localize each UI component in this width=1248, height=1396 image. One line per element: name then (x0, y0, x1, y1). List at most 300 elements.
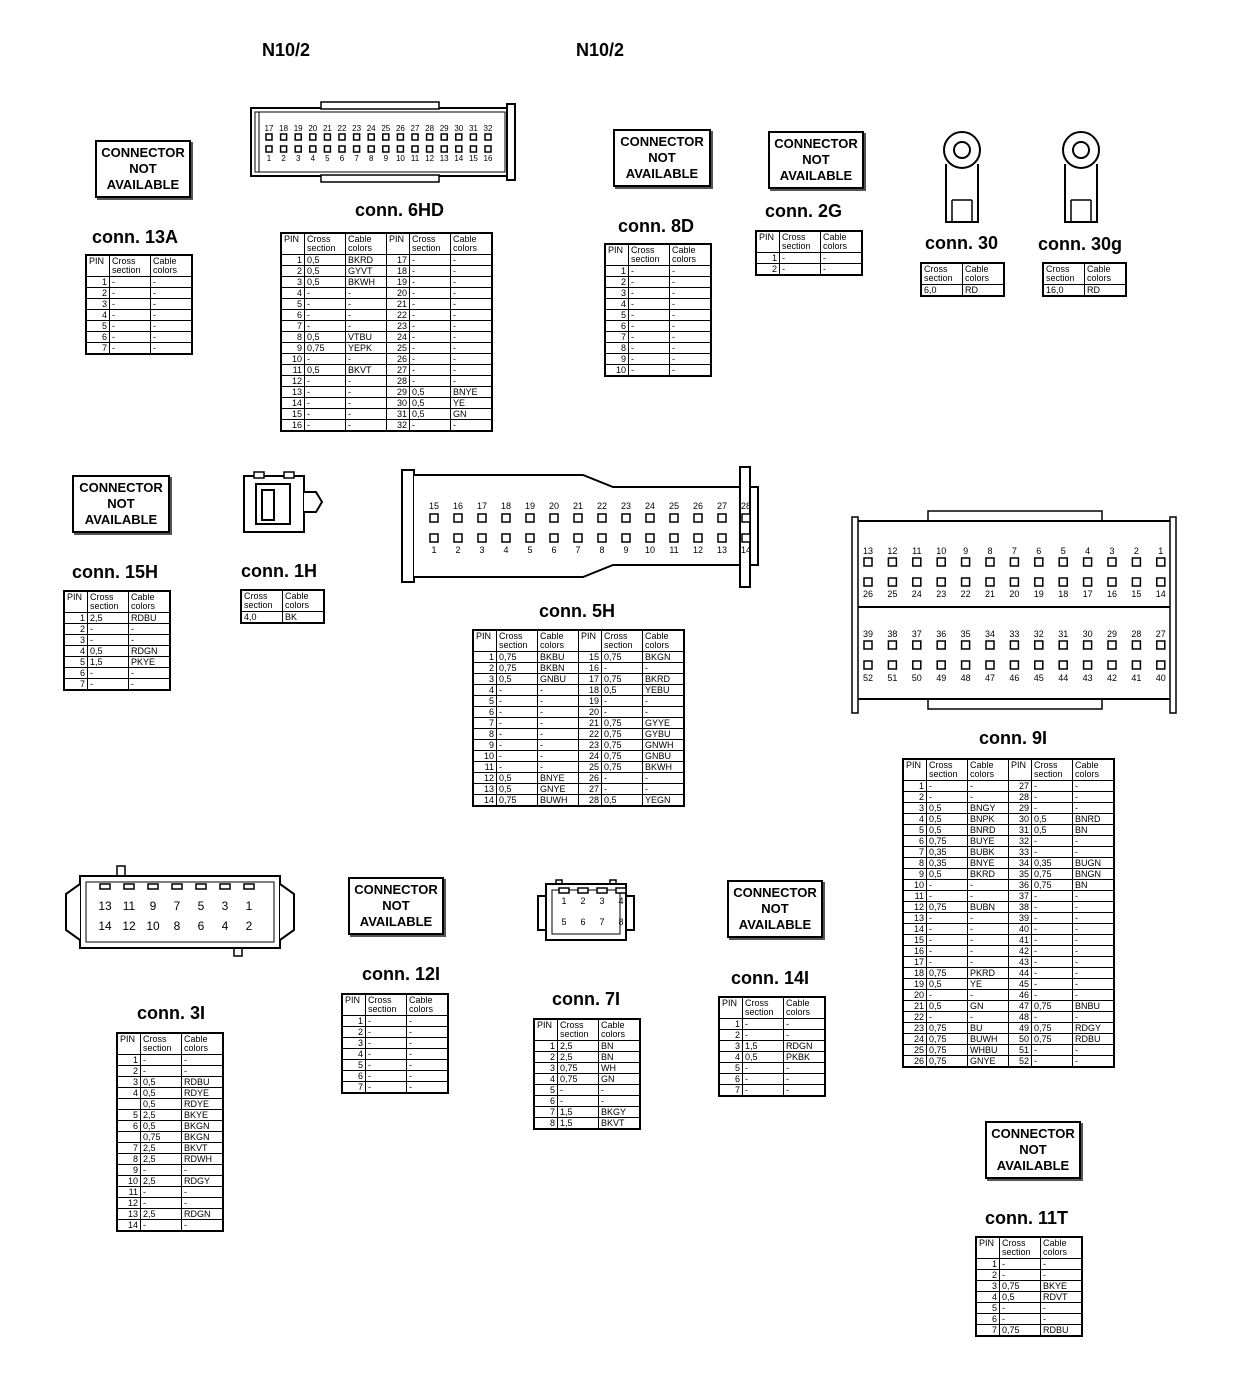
table-row (86, 321, 192, 332)
table-cell: - (407, 1082, 449, 1094)
pin-number-label: 19 (1033, 589, 1044, 599)
pin-cavity (1059, 558, 1067, 566)
table-row (534, 1085, 640, 1096)
pin-cavity (454, 534, 462, 542)
pin-number-label: 4 (1085, 546, 1091, 556)
table-row (903, 803, 1114, 814)
table-row (903, 836, 1114, 847)
table-row (903, 891, 1114, 902)
table-header-cell: Cross section (141, 1033, 182, 1055)
table-header-cell: Cable colors (151, 255, 193, 277)
table-cell: - (927, 880, 968, 891)
table-header-cell: Cross section (602, 630, 643, 652)
table-cell: BNYE (538, 773, 579, 784)
pin-number-label: 50 (911, 673, 922, 683)
pin-table-conn-6hd (280, 232, 493, 432)
table-row (117, 1209, 223, 1220)
table-cell: - (1032, 935, 1073, 946)
table-cell: 13 (281, 387, 305, 398)
table-row (534, 1041, 640, 1052)
table-header-cell: PIN (281, 233, 305, 255)
table-cell: 0,5 (927, 825, 968, 836)
table-cell: 0,75 (305, 343, 346, 354)
pin-number-label: 5 (197, 899, 205, 913)
pin-cavity (1132, 558, 1140, 566)
pin-cavity (986, 558, 994, 566)
na-line: NOT (107, 496, 135, 511)
pin-number-label: 7 (354, 154, 359, 163)
table-row (903, 968, 1114, 979)
pin-number-label: 18 (1058, 589, 1069, 599)
table-cell: 13 (903, 913, 927, 924)
table-cell: 0,75 (497, 652, 538, 663)
table-cell: BK (283, 612, 325, 624)
table-cell: 0,75 (141, 1132, 182, 1143)
table-cell: 4 (86, 310, 110, 321)
pin-cavity (485, 134, 491, 140)
table-cell: BNRD (1073, 814, 1115, 825)
pin-number-label: 1 (266, 154, 272, 163)
table-cell: 1 (756, 253, 780, 264)
pin-number-label: 9 (149, 899, 157, 913)
table-cell: - (558, 1085, 599, 1096)
pin-cavity (324, 146, 330, 152)
pin-number-label: 14 (1155, 589, 1166, 599)
pin-number-label: 38 (887, 629, 898, 639)
table-cell: BNYE (968, 858, 1009, 869)
table-row (281, 266, 492, 277)
table-header-cell: PIN (903, 759, 927, 781)
table-row (534, 1063, 640, 1074)
table-cell: - (927, 891, 968, 902)
table-row (117, 1198, 223, 1209)
table-cell: 30 (1009, 814, 1032, 825)
table-cell: GN (451, 409, 493, 420)
na-line: NOT (382, 898, 410, 913)
table-cell: - (182, 1187, 224, 1198)
table-header-cell: PIN (976, 1237, 1000, 1259)
table-cell: - (927, 792, 968, 803)
table-cell: - (1041, 1270, 1083, 1281)
table-cell: 2 (342, 1027, 366, 1038)
table-header-cell: Cross section (110, 255, 151, 277)
table-cell: 9 (605, 354, 629, 365)
pin-number-label: 3 (599, 896, 605, 906)
table-row (117, 1176, 223, 1187)
table-cell: 0,35 (927, 858, 968, 869)
na-line: AVAILABLE (779, 168, 853, 183)
pin-number-label: 7 (575, 545, 581, 555)
title-conn-8d: conn. 8D (618, 216, 695, 236)
pin-cavity (718, 534, 726, 542)
pin-table-conn-2g (755, 230, 863, 276)
connector-not-available-box (95, 140, 191, 198)
table-cell: - (629, 321, 670, 332)
table-cell: BUGN (1073, 858, 1115, 869)
pin-number-label: 5 (561, 917, 567, 927)
table-cell: - (497, 751, 538, 762)
table-cell: - (743, 1085, 784, 1097)
table-cell: 4 (281, 288, 305, 299)
pin-cavity (1059, 641, 1067, 649)
table-cell: - (346, 288, 387, 299)
table-cell: - (110, 299, 151, 310)
connector-not-available-box (613, 129, 711, 187)
table-cell: 25 (579, 762, 602, 773)
table-cell: - (182, 1165, 224, 1176)
pin-number-label: 5 (1060, 546, 1066, 556)
table-row (117, 1066, 223, 1077)
pin-number-label: 7 (173, 899, 181, 913)
table-cell: - (629, 354, 670, 365)
table-cell: - (305, 354, 346, 365)
table-header-cell: Cable colors (451, 233, 493, 255)
table-cell: - (151, 277, 193, 288)
table-cell: 4,0 (241, 612, 283, 624)
table-cell: 0,75 (602, 740, 643, 751)
table-cell: YEGN (643, 795, 685, 807)
table-row (86, 299, 192, 310)
table-row (605, 288, 711, 299)
pin-cavity (937, 558, 945, 566)
table-cell: - (346, 354, 387, 365)
table-cell: - (1073, 836, 1115, 847)
table-cell: - (927, 913, 968, 924)
table-cell: 0,75 (927, 1023, 968, 1034)
table-cell: 6 (342, 1071, 366, 1082)
table-header-cell: Cable colors (784, 997, 826, 1019)
table-cell: 0,5 (305, 332, 346, 343)
table-cell: - (88, 668, 129, 679)
table-cell: - (451, 321, 493, 332)
table-row (281, 398, 492, 409)
table-header-cell: Cross section (497, 630, 538, 652)
table-cell: - (1041, 1303, 1083, 1314)
pin-number-label: 10 (146, 919, 160, 933)
table-cell: - (407, 1016, 449, 1027)
table-cell: 9 (281, 343, 305, 354)
pin-cavity (1084, 641, 1092, 649)
table-cell: 0,75 (927, 836, 968, 847)
table-row (281, 365, 492, 376)
table-cell: - (151, 343, 193, 355)
pin-number-label: 4 (618, 896, 624, 906)
table-cell: 0,75 (927, 968, 968, 979)
table-cell: 1 (117, 1055, 141, 1066)
table-cell: - (643, 663, 685, 674)
pin-number-label: 22 (960, 589, 971, 599)
pin-number-label: 6 (197, 919, 205, 933)
pin-cavity (962, 641, 970, 649)
pin-cavity (864, 578, 872, 586)
table-cell: - (1073, 1045, 1115, 1056)
pin-cavity (1108, 661, 1116, 669)
table-cell: - (305, 376, 346, 387)
table-cell: 12 (281, 376, 305, 387)
pin-number-label: 20 (548, 501, 560, 511)
table-row (903, 1012, 1114, 1023)
table-cell: 0,5 (927, 814, 968, 825)
pin-number-label: 15 (468, 154, 478, 163)
table-cell: BNBU (1073, 1001, 1115, 1012)
pin-number-label: 19 (524, 501, 536, 511)
table-row (605, 365, 711, 377)
table-cell: 44 (1009, 968, 1032, 979)
table-cell: - (141, 1198, 182, 1209)
table-cell: 16,0 (1043, 285, 1085, 297)
table-cell: - (784, 1030, 826, 1041)
title-conn-3i: conn. 3I (137, 1003, 206, 1023)
connector-7i-drawing (536, 878, 636, 944)
table-cell: 20 (387, 288, 410, 299)
table-cell: 0,5 (410, 398, 451, 409)
connector-30-ring-terminal-drawing (938, 130, 986, 226)
pin-number-label: 25 (381, 124, 391, 133)
pin-number-label: 6 (1036, 546, 1042, 556)
table-cell (117, 1132, 141, 1143)
table-cell: BKYE (1041, 1281, 1083, 1292)
pin-cavity (1035, 558, 1043, 566)
pin-cavity (281, 134, 287, 140)
pin-cavity (913, 558, 921, 566)
pin-cavity (295, 134, 301, 140)
table-row (719, 1052, 825, 1063)
table-cell: 28 (387, 376, 410, 387)
pin-cavity (597, 888, 607, 893)
na-line: AVAILABLE (625, 166, 699, 181)
table-cell: 1 (86, 277, 110, 288)
table-row (86, 332, 192, 343)
pin-cavity (646, 534, 654, 542)
na-line: NOT (129, 161, 157, 176)
table-cell: - (1000, 1259, 1041, 1270)
table-cell: 33 (1009, 847, 1032, 858)
pin-number-label: 43 (1082, 673, 1093, 683)
table-cell: 24 (387, 332, 410, 343)
pin-cavity (456, 146, 462, 152)
pin-cavity (937, 661, 945, 669)
table-cell: 40 (1009, 924, 1032, 935)
table-cell: BKGN (182, 1132, 224, 1143)
table-cell: BKWH (346, 277, 387, 288)
pin-cavity (1132, 661, 1140, 669)
table-cell: - (629, 277, 670, 288)
table-row (903, 1023, 1114, 1034)
table-cell: - (305, 310, 346, 321)
table-row (1043, 285, 1126, 297)
table-row (473, 718, 684, 729)
table-cell: - (1032, 990, 1073, 1001)
table-cell: 0,5 (1000, 1292, 1041, 1303)
table-cell: 0,75 (602, 729, 643, 740)
title-conn-2g: conn. 2G (765, 201, 843, 221)
table-cell: - (643, 784, 685, 795)
pin-cavity (864, 661, 872, 669)
table-cell: - (968, 946, 1009, 957)
table-cell: - (110, 310, 151, 321)
table-cell: - (88, 624, 129, 635)
table-cell: BN (599, 1052, 641, 1063)
table-row (903, 957, 1114, 968)
table-cell: 1,5 (88, 657, 129, 668)
table-cell: - (1032, 913, 1073, 924)
table-row (64, 657, 170, 668)
table-cell: 51 (1009, 1045, 1032, 1056)
table-cell: 29 (387, 387, 410, 398)
table-row (281, 310, 492, 321)
table-cell: 10 (281, 354, 305, 365)
pin-number-label: 12 (692, 545, 704, 555)
pin-number-label: 31 (468, 124, 478, 133)
table-cell: BKRD (968, 869, 1009, 880)
table-cell: BNGN (1073, 869, 1115, 880)
pin-cavity (1010, 558, 1018, 566)
table-header-cell: Cross section (927, 759, 968, 781)
pin-cavity (694, 514, 702, 522)
pin-number-label: 2 (245, 919, 253, 933)
table-cell: 2 (117, 1066, 141, 1077)
table-cell: 47 (1009, 1001, 1032, 1012)
connector-not-available-box (348, 877, 444, 935)
pin-cavity (220, 884, 230, 889)
table-cell: - (141, 1220, 182, 1232)
table-row (473, 696, 684, 707)
table-cell: 1,5 (558, 1118, 599, 1130)
table-header-cell: Cross section (1043, 263, 1085, 285)
pin-number-label: 25 (887, 589, 898, 599)
pin-cavity (1132, 641, 1140, 649)
table-cell: 23 (903, 1023, 927, 1034)
table-cell: BNGY (968, 803, 1009, 814)
connector-5h-drawing (398, 465, 763, 590)
pin-cavity (454, 514, 462, 522)
table-cell: 8 (473, 729, 497, 740)
table-cell: GN (968, 1001, 1009, 1012)
table-cell: 0,75 (1000, 1325, 1041, 1337)
table-cell: 0,75 (1032, 1023, 1073, 1034)
table-cell: - (497, 696, 538, 707)
table-cell: 31 (387, 409, 410, 420)
table-row (903, 1045, 1114, 1056)
table-header-cell: Cable colors (643, 630, 685, 652)
table-row (86, 343, 192, 355)
table-cell: - (410, 354, 451, 365)
table-cell: - (410, 365, 451, 376)
table-cell: 2 (719, 1030, 743, 1041)
table-row (719, 1030, 825, 1041)
table-row (281, 299, 492, 310)
table-header-cell: Cable colors (968, 759, 1009, 781)
table-cell: - (366, 1027, 407, 1038)
table-row (921, 285, 1004, 297)
table-cell: - (497, 718, 538, 729)
table-cell: 7 (903, 847, 927, 858)
table-cell: - (599, 1085, 641, 1096)
table-row (281, 343, 492, 354)
table-cell: 0,75 (1000, 1281, 1041, 1292)
table-cell: - (451, 332, 493, 343)
table-cell: - (629, 343, 670, 354)
table-cell: - (743, 1063, 784, 1074)
table-cell: - (1032, 924, 1073, 935)
table-cell: BUBK (968, 847, 1009, 858)
table-cell: 18 (387, 266, 410, 277)
table-cell: - (629, 365, 670, 377)
table-cell: - (670, 365, 712, 377)
table-cell: 0,75 (927, 1056, 968, 1068)
pin-cavity (1010, 641, 1018, 649)
pin-number-label: 26 (395, 124, 405, 133)
pin-number-label: 21 (572, 501, 584, 511)
pin-number-label: 10 (395, 154, 405, 163)
table-cell: 0,5 (497, 674, 538, 685)
table-cell: 1 (719, 1019, 743, 1030)
table-cell: - (821, 253, 863, 264)
table-cell: - (451, 266, 493, 277)
table-cell: - (141, 1055, 182, 1066)
pin-number-label: 33 (1009, 629, 1020, 639)
table-cell: 3 (903, 803, 927, 814)
pin-cavity (266, 134, 272, 140)
table-row (281, 387, 492, 398)
pin-number-label: 23 (936, 589, 947, 599)
table-cell: - (407, 1038, 449, 1049)
table-cell: 0,75 (927, 902, 968, 913)
pin-cavity (124, 884, 134, 889)
pin-number-label: 17 (264, 124, 274, 133)
table-row (86, 288, 192, 299)
table-row (903, 913, 1114, 924)
title-conn-1h: conn. 1H (241, 561, 318, 581)
table-cell: - (538, 729, 579, 740)
table-cell: VTBU (346, 332, 387, 343)
table-cell: 3 (605, 288, 629, 299)
table-cell: YEBU (643, 685, 685, 696)
table-cell: 7 (976, 1325, 1000, 1337)
table-cell: 0,5 (141, 1088, 182, 1099)
table-cell: 12 (117, 1198, 141, 1209)
pin-cavity (441, 134, 447, 140)
table-cell: BUBN (968, 902, 1009, 913)
pin-cavity (864, 558, 872, 566)
table-cell: 1 (473, 652, 497, 663)
table-cell: 11 (903, 891, 927, 902)
pin-cavity (478, 534, 486, 542)
table-cell: 13 (473, 784, 497, 795)
table-cell: - (451, 365, 493, 376)
table-cell: - (346, 409, 387, 420)
table-cell: 45 (1009, 979, 1032, 990)
table-row (605, 343, 711, 354)
table-row (719, 1063, 825, 1074)
table-cell: - (1073, 847, 1115, 858)
table-header-cell: PIN (719, 997, 743, 1019)
table-row (534, 1107, 640, 1118)
table-cell: - (599, 1096, 641, 1107)
pin-number-label: 17 (1082, 589, 1093, 599)
pin-number-label: 45 (1033, 673, 1044, 683)
pin-cavity (598, 534, 606, 542)
table-cell: 0,5 (1032, 814, 1073, 825)
pin-cavity (368, 134, 374, 140)
table-cell: 0,75 (1032, 880, 1073, 891)
table-row (342, 1082, 448, 1094)
table-cell: 26 (903, 1056, 927, 1068)
table-cell: 8 (534, 1118, 558, 1130)
table-cell: 0,5 (497, 773, 538, 784)
pin-cavity (1157, 578, 1165, 586)
table-cell: RDYE (182, 1099, 224, 1110)
